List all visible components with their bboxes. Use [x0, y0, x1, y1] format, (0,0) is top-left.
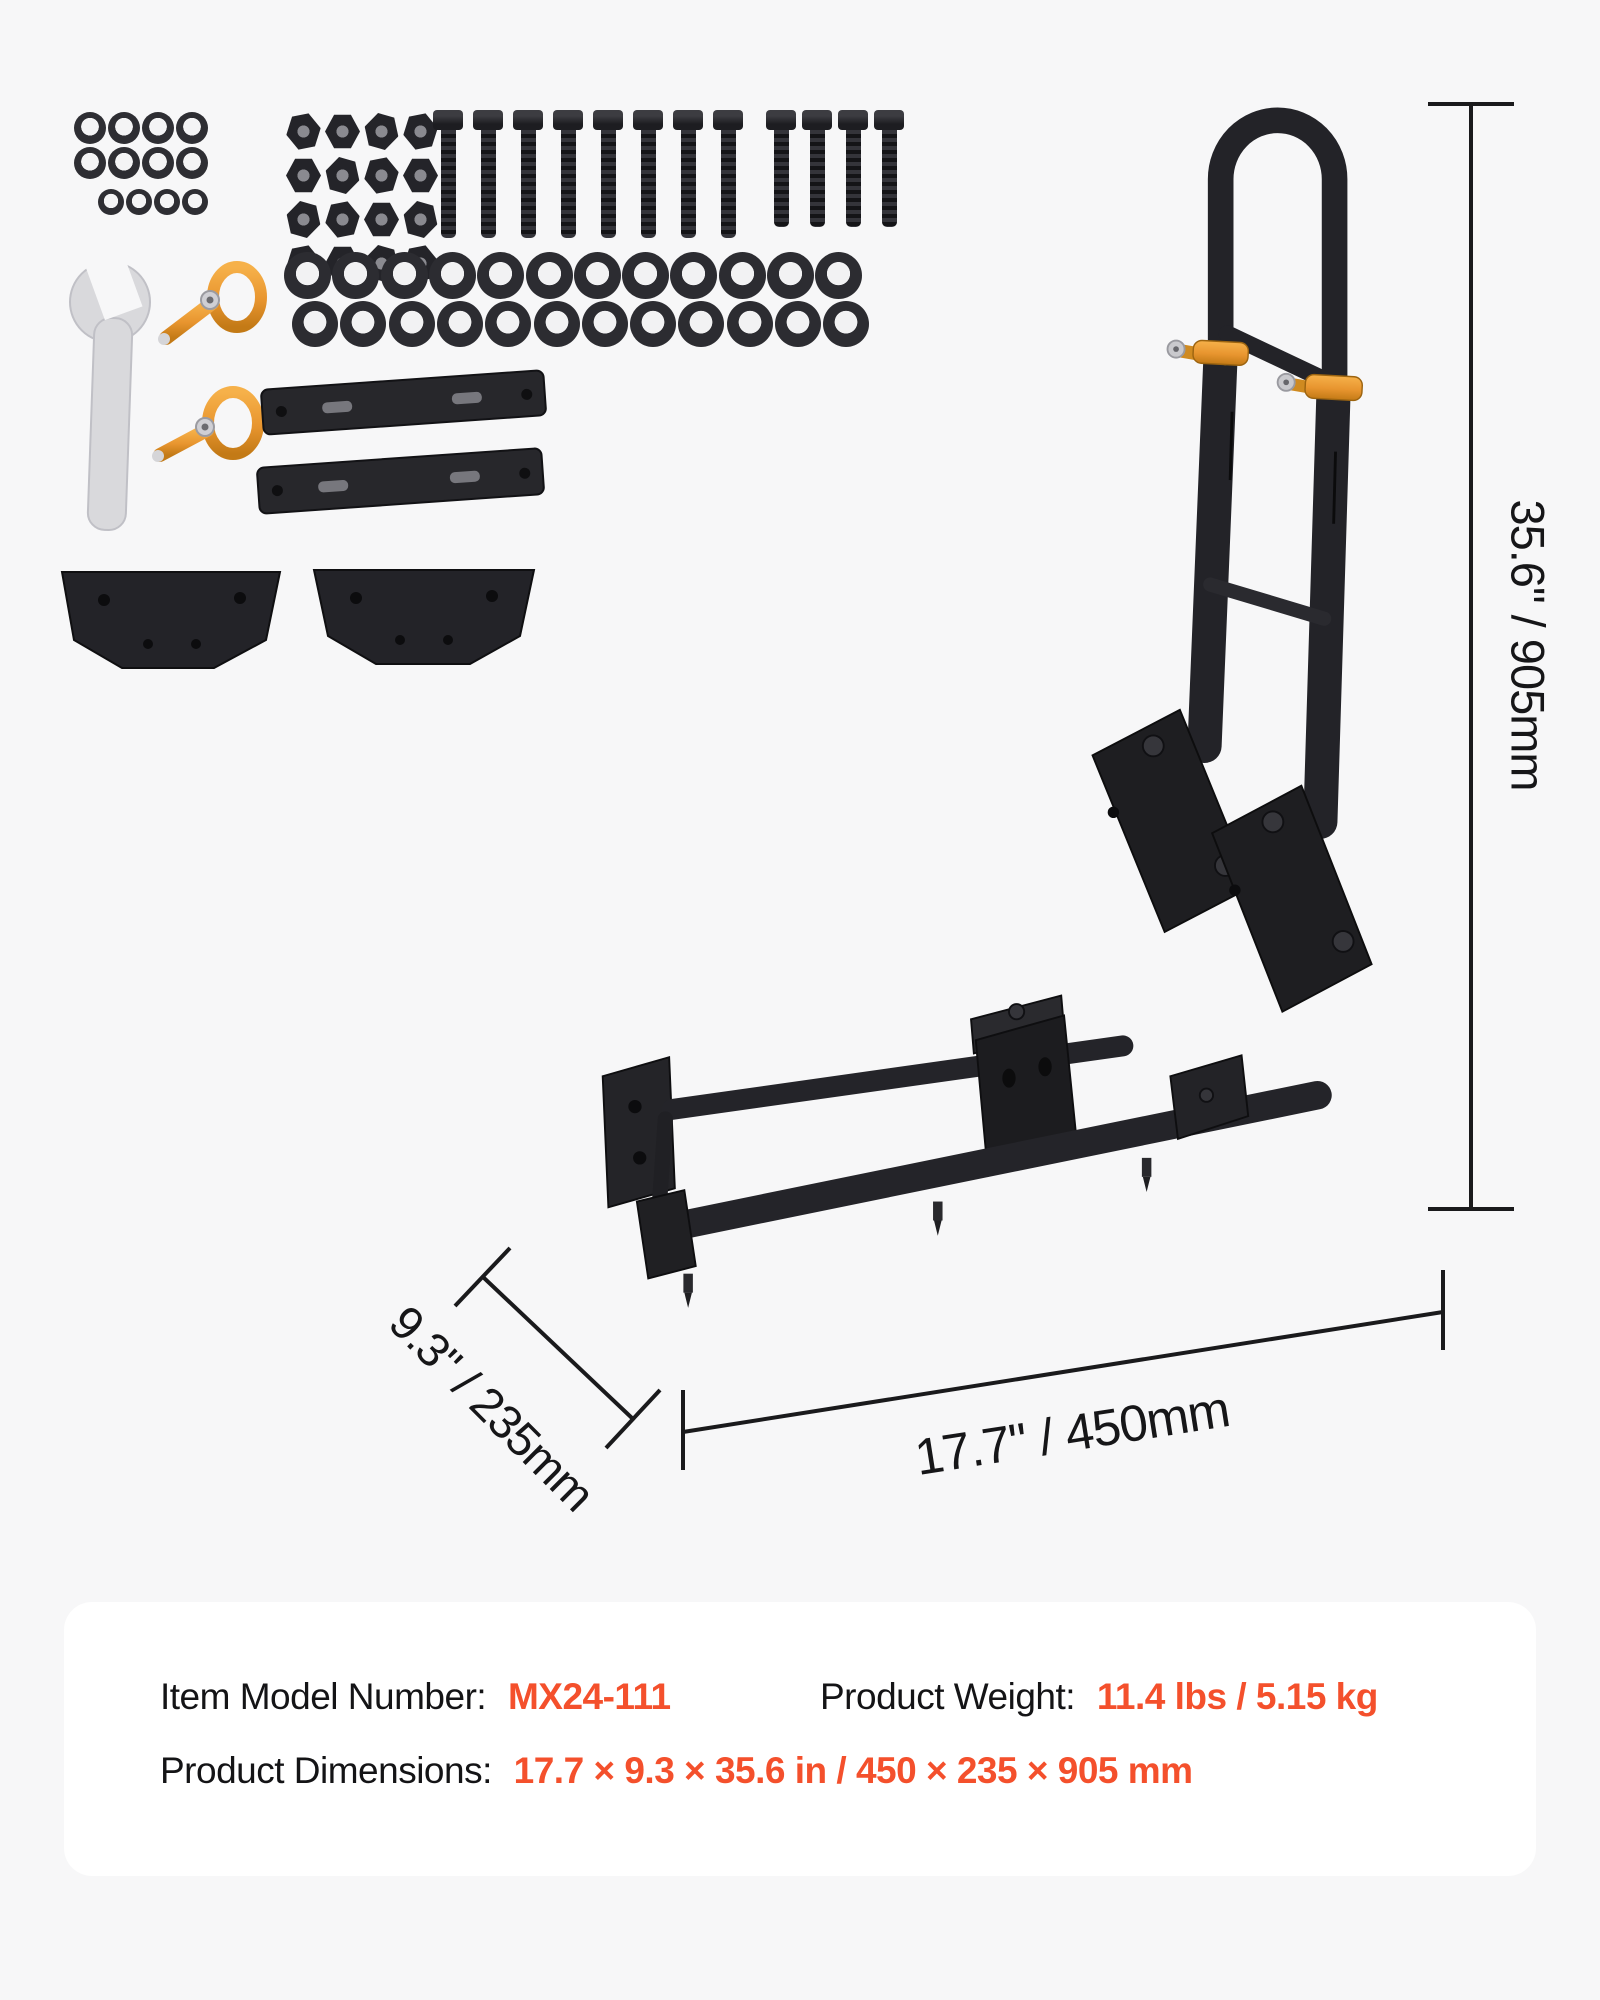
- dimensions-pair: [160, 1750, 1193, 1791]
- info-row-1: [160, 1676, 1476, 1720]
- height-dimension-label: 35.6" / 905mm: [1501, 499, 1555, 791]
- depth-dimension-label: 9.3" / 235mm: [379, 1295, 605, 1521]
- weight-label: Product Weight:: [820, 1676, 1076, 1717]
- weight-pair: [820, 1676, 1378, 1718]
- dimensions-value: 17.7 × 9.3 × 35.6 in / 450 × 235 × 905 mm: [513, 1750, 1193, 1791]
- model-number-label: Item Model Number:: [160, 1676, 487, 1717]
- info-row-2: [160, 1750, 1476, 1794]
- model-number-pair: [160, 1676, 671, 1717]
- model-number-value: MX24-111: [507, 1676, 671, 1717]
- width-dimension-label: 17.7" / 450mm: [911, 1380, 1233, 1486]
- product-info-card: [64, 1602, 1536, 1876]
- dimensions-label: Product Dimensions:: [160, 1750, 492, 1791]
- weight-value: 11.4 lbs / 5.15 kg: [1096, 1676, 1378, 1717]
